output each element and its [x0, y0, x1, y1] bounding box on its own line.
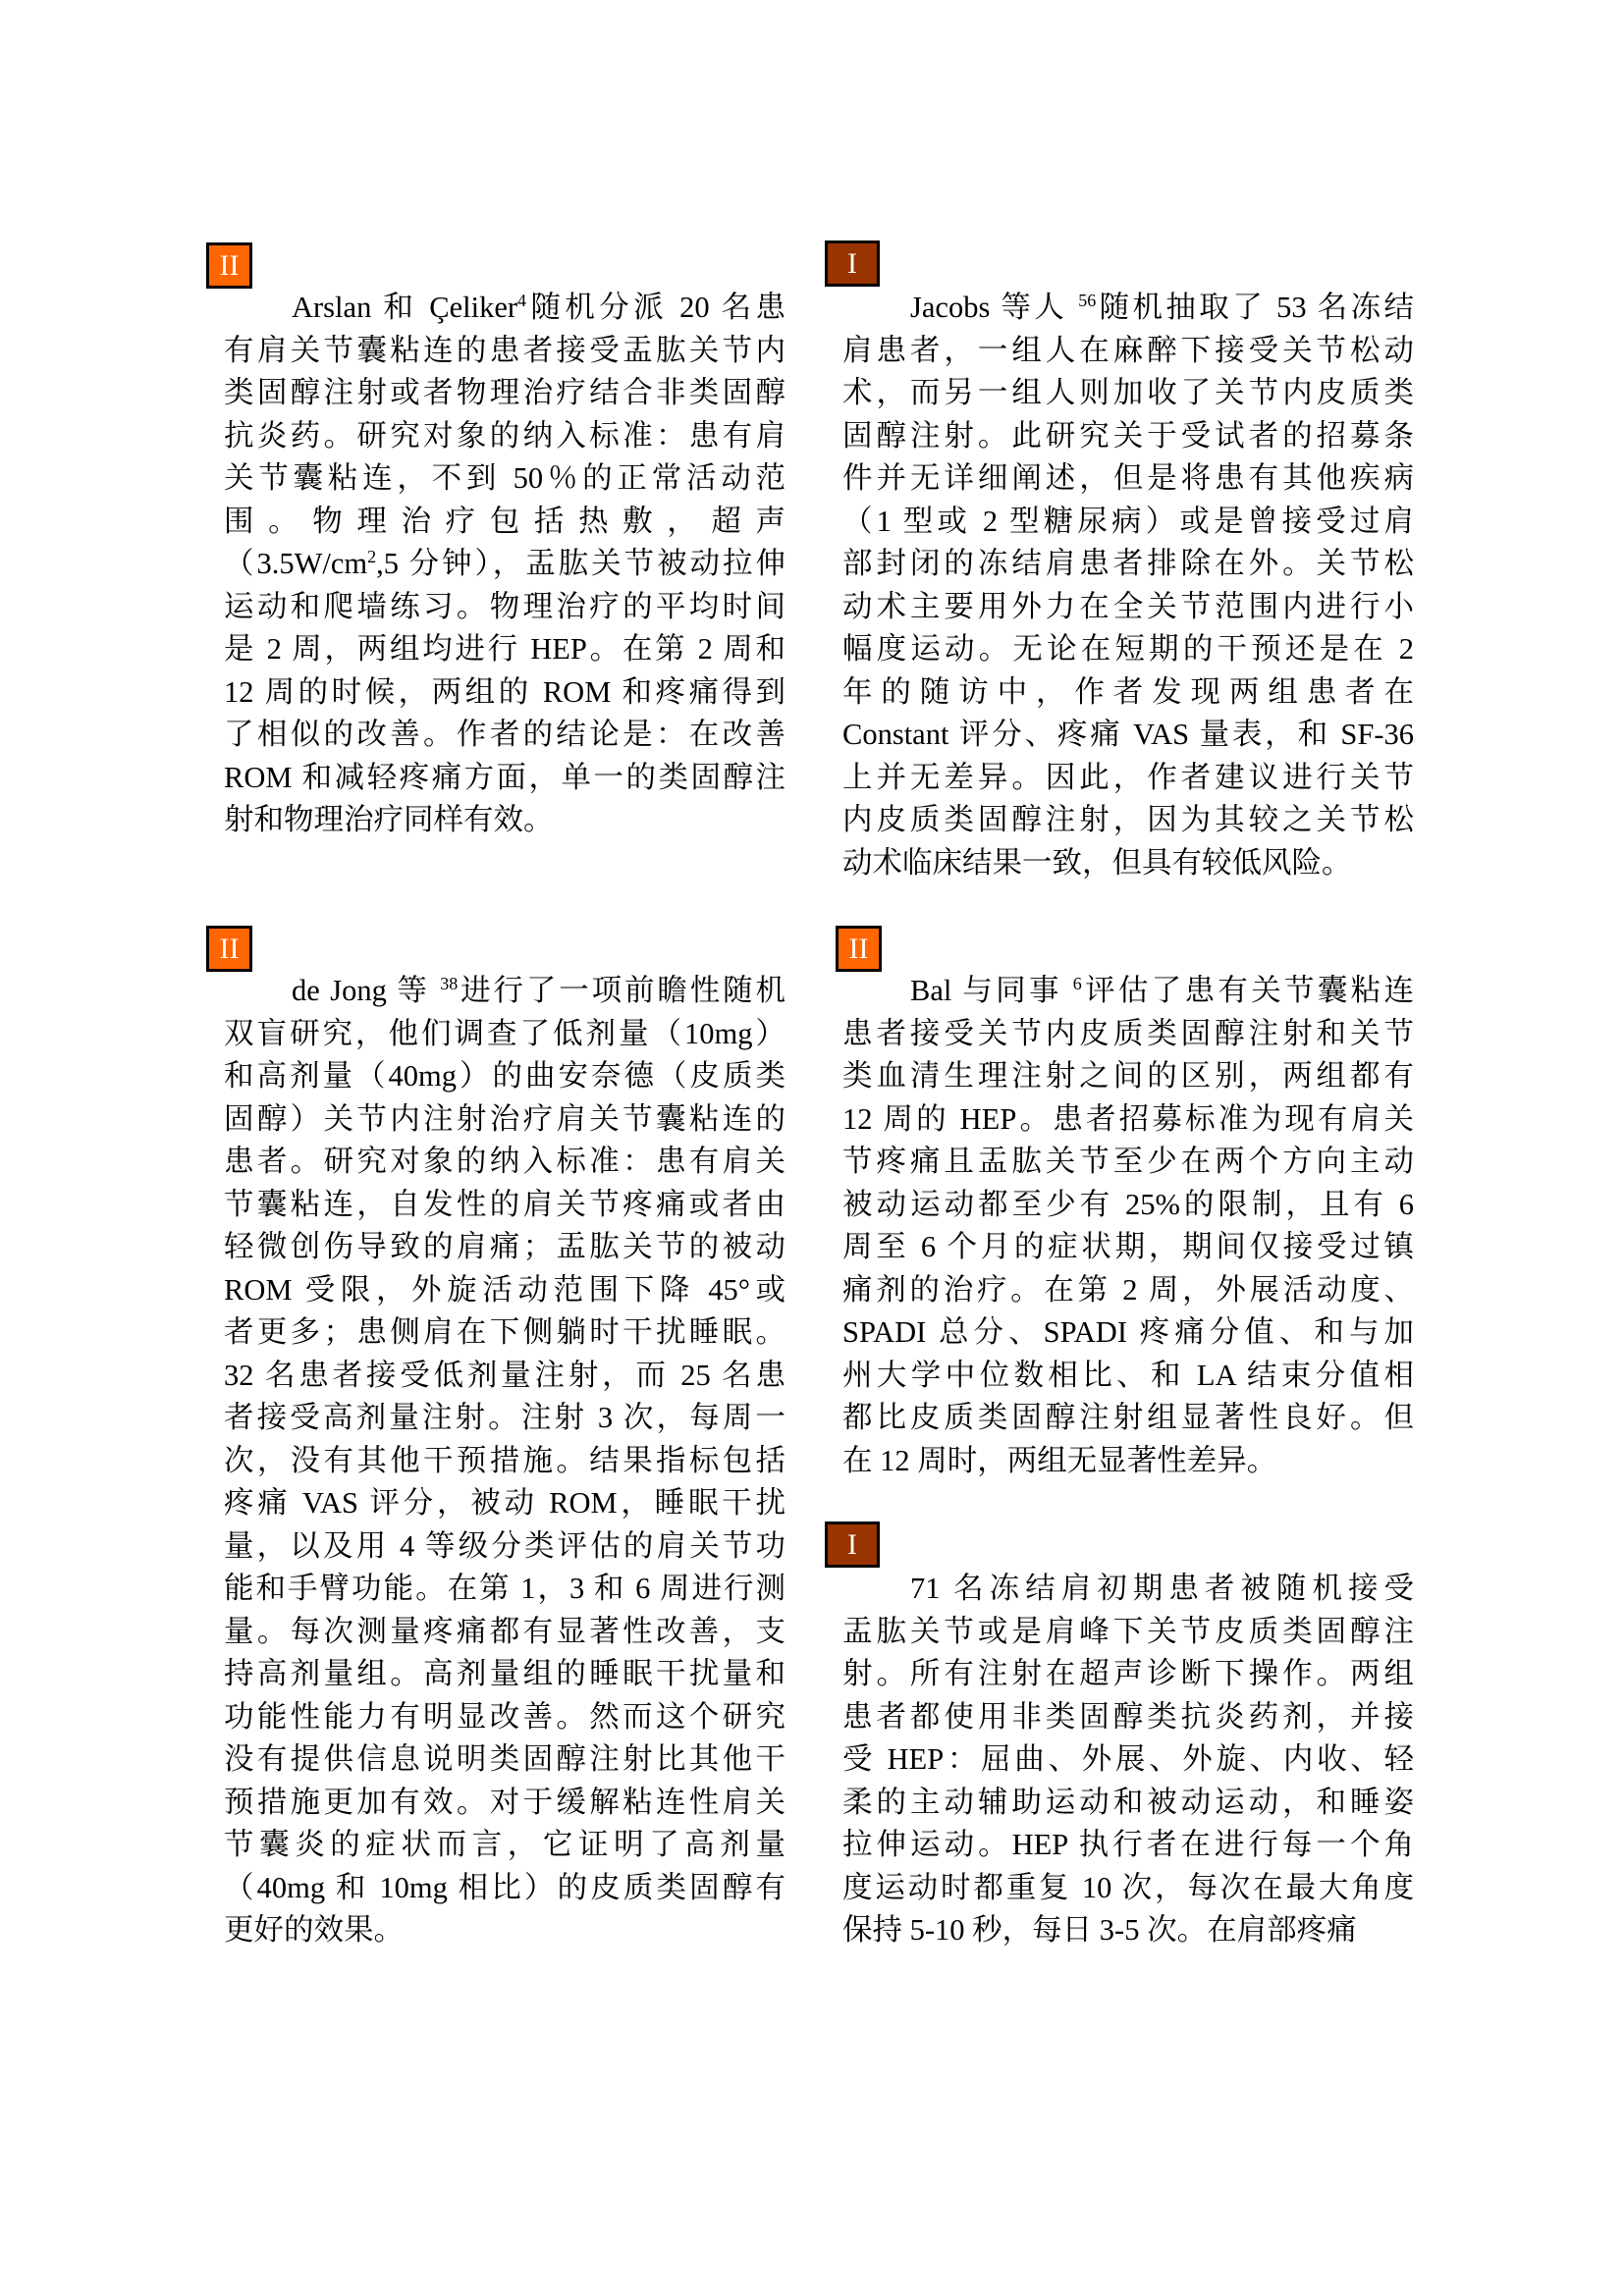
text-line — [842, 1226, 1414, 1269]
text-run: 围。物理治疗包括热敷，超声 — [224, 504, 785, 538]
text-line — [224, 1397, 785, 1440]
text-line — [842, 1867, 1414, 1910]
text-run: 运动和爬墙练习。物理治疗的平均时间 — [224, 589, 785, 623]
text-line — [842, 1653, 1414, 1696]
text-line — [842, 628, 1414, 671]
text-line — [842, 1782, 1414, 1825]
text-run: de Jong 等 — [292, 974, 441, 1007]
text-run: 度运动时都重复 10 次，每次在最大角度 — [842, 1870, 1414, 1904]
text-line — [224, 970, 785, 1013]
text-run: 随机抽取了 53 名冻结 — [1096, 291, 1414, 324]
text-line — [842, 586, 1414, 629]
text-run: 柔的主动辅助运动和被动运动，和睡姿 — [842, 1785, 1414, 1819]
text-run: 12 周的时候，两组的 ROM 和疼痛得到 — [224, 674, 785, 709]
text-line — [224, 1568, 785, 1611]
text-line — [842, 1568, 1414, 1611]
text-line — [842, 415, 1414, 458]
text-run: Arslan 和 Çeliker — [292, 291, 518, 324]
citation-superscript: 38 — [440, 973, 459, 993]
evidence-level-badge: I — [825, 240, 880, 287]
text-run: 痛剂的治疗。在第 2 周，外展活动度、 — [842, 1272, 1414, 1307]
text-line — [842, 1440, 1414, 1483]
text-run: 节疼痛且盂肱关节至少在两个方向主动 — [842, 1145, 1414, 1178]
text-line — [224, 1141, 785, 1184]
text-run: 次，没有其他干预措施。结果指标包括 — [224, 1443, 785, 1477]
text-line — [224, 372, 785, 415]
text-line — [224, 671, 785, 715]
study-paragraph — [224, 287, 785, 842]
text-line — [842, 1824, 1414, 1867]
text-run: 71 名冻结肩初期患者被随机接受 — [910, 1572, 1414, 1605]
text-line — [224, 757, 785, 800]
text-run: 是 2 周，两组均进行 HEP。在第 2 周和 — [224, 632, 785, 666]
text-run: 能和手臂功能。在第 1，3 和 6 周进行测 — [224, 1572, 785, 1605]
text-line — [224, 1269, 785, 1312]
text-line — [224, 1909, 785, 1952]
text-line — [842, 757, 1414, 800]
text-line — [224, 543, 785, 586]
text-run: 32 名患者接受低剂量注射，而 25 名患 — [224, 1358, 785, 1392]
text-line — [224, 799, 785, 842]
text-run: 保持 5-10 秒，每日 3-5 次。在肩部疼痛 — [842, 1913, 1357, 1947]
text-line — [224, 1440, 785, 1483]
text-run: 关节囊粘连，不到 50％的正常活动范 — [224, 461, 785, 495]
text-line — [842, 799, 1414, 842]
text-run: Bal 与同事 — [910, 974, 1073, 1007]
text-line — [224, 1482, 785, 1525]
study-paragraph — [224, 970, 785, 1952]
text-run: 评估了患有关节囊粘连 — [1081, 974, 1415, 1007]
text-run: 双盲研究，他们调查了低剂量（10mg） — [224, 1016, 785, 1050]
text-run: 量，以及用 4 等级分类评估的肩关节功 — [224, 1528, 785, 1563]
text-line — [224, 1696, 785, 1739]
text-run: 部封闭的冻结肩患者排除在外。关节松 — [842, 547, 1414, 580]
text-line — [224, 1824, 785, 1867]
text-run: 和高剂量（40mg）的曲安奈德（皮质类 — [224, 1059, 785, 1093]
text-run: 州大学中位数相比、和 LA 结束分值相 — [842, 1358, 1414, 1392]
text-run: Jacobs 等人 — [910, 291, 1079, 324]
evidence-level-badge: II — [206, 926, 252, 972]
text-run: 随机分派 20 名患 — [526, 291, 786, 324]
text-run: 动术临床结果一致，但具有较低风险。 — [842, 845, 1352, 880]
text-run: 固醇注射。此研究关于受试者的招募条 — [842, 418, 1414, 453]
evidence-level-badge: I — [825, 1522, 880, 1568]
text-run: 预措施更加有效。对于缓解粘连性肩关 — [224, 1785, 785, 1819]
text-run: 患者。研究对象的纳入标准：患有肩关 — [224, 1145, 785, 1178]
text-run: SPADI 总分、SPADI 疼痛分值、和与加 — [842, 1315, 1414, 1349]
text-run: 被动运动都至少有 25%的限制，且有 6 — [842, 1187, 1414, 1221]
text-run: 者更多；患侧肩在下侧躺时干扰睡眠。 — [224, 1315, 785, 1349]
text-line — [224, 586, 785, 629]
text-run: 12 周的 HEP。患者招募标准为现有肩关 — [842, 1101, 1414, 1136]
text-run: 件并无详细阐述，但是将患有其他疾病 — [842, 461, 1414, 495]
text-line — [842, 457, 1414, 501]
text-run: Constant 评分、疼痛 VAS 量表，和 SF-36 — [842, 718, 1414, 751]
text-line — [842, 1055, 1414, 1098]
text-run: 上并无差异。因此，作者建议进行关节 — [842, 760, 1414, 794]
text-run: 没有提供信息说明类固醇注射比其他干 — [224, 1742, 785, 1776]
text-line — [842, 842, 1414, 885]
text-line — [224, 1738, 785, 1782]
text-run: 量。每次测量疼痛都有显著性改善，支 — [224, 1614, 785, 1648]
text-line — [842, 1611, 1414, 1654]
text-line — [224, 457, 785, 501]
text-run: 轻微创伤导致的肩痛；盂肱关节的被动 — [224, 1230, 785, 1263]
text-run: 了相似的改善。作者的结论是：在改善 — [224, 718, 785, 751]
text-line — [842, 287, 1414, 330]
text-run: 患者接受关节内皮质类固醇注射和关节 — [842, 1016, 1414, 1050]
text-line — [842, 714, 1414, 757]
text-line — [842, 1013, 1414, 1056]
study-paragraph — [842, 970, 1414, 1482]
text-line — [224, 1098, 785, 1142]
text-run: 肩患者，一组人在麻醉下接受关节松动 — [842, 333, 1414, 367]
text-run: 在 12 周时，两组无显著性差异。 — [842, 1443, 1277, 1477]
text-run: 内皮质类固醇注射，因为其较之关节松 — [842, 803, 1414, 836]
text-line — [224, 1611, 785, 1654]
text-line — [842, 501, 1414, 544]
text-line — [224, 1226, 785, 1269]
text-line — [224, 415, 785, 458]
text-line — [842, 1269, 1414, 1312]
text-line — [842, 1184, 1414, 1227]
citation-superscript: 4 — [517, 290, 527, 310]
text-run: （40mg 和 10mg 相比）的皮质类固醇有 — [224, 1870, 785, 1904]
text-line — [842, 372, 1414, 415]
text-line — [842, 1355, 1414, 1398]
text-line — [224, 1525, 785, 1569]
text-run: ROM 受限，外旋活动范围下降 45°或 — [224, 1272, 785, 1307]
text-run: 都比皮质类固醇注射组显著性良好。但 — [842, 1401, 1414, 1434]
text-line — [842, 1909, 1414, 1952]
text-run: 节囊炎的症状而言，它证明了高剂量 — [224, 1828, 785, 1861]
text-line — [842, 1696, 1414, 1739]
text-line — [224, 501, 785, 544]
citation-superscript: 6 — [1072, 973, 1082, 993]
text-line — [224, 1355, 785, 1398]
study-paragraph — [842, 287, 1414, 884]
text-line — [842, 330, 1414, 373]
text-line — [224, 1782, 785, 1825]
text-run: ,5 分钟），盂肱关节被动拉伸 — [376, 547, 785, 580]
text-run: 年的随访中，作者发现两组患者在 — [842, 674, 1414, 709]
citation-superscript: 2 — [367, 546, 377, 566]
text-line — [224, 287, 785, 330]
text-line — [842, 543, 1414, 586]
text-run: 术，而另一组人则加收了关节内皮质类 — [842, 376, 1414, 409]
text-run: 进行了一项前瞻性随机 — [458, 974, 785, 1007]
text-run: 者接受高剂量注射。注射 3 次，每周一 — [224, 1401, 785, 1434]
text-line — [842, 1397, 1414, 1440]
text-run: 射和物理治疗同样有效。 — [224, 803, 554, 836]
evidence-level-badge: II — [836, 926, 882, 972]
text-run: 周至 6 个月的症状期，期间仅接受过镇 — [842, 1230, 1414, 1263]
text-run: 类固醇注射或者物理治疗结合非类固醇 — [224, 376, 785, 409]
text-run: 幅度运动。无论在短期的干预还是在 2 — [842, 632, 1414, 666]
text-line — [224, 1184, 785, 1227]
citation-superscript: 56 — [1078, 290, 1097, 310]
text-run: 盂肱关节或是肩峰下关节皮质类固醇注 — [842, 1614, 1414, 1648]
text-line — [842, 1098, 1414, 1142]
text-line — [224, 1055, 785, 1098]
text-run: 抗炎药。研究对象的纳入标准：患有肩 — [224, 418, 785, 453]
text-run: 节囊粘连，自发性的肩关节疼痛或者由 — [224, 1187, 785, 1221]
text-line — [842, 1141, 1414, 1184]
text-line — [842, 970, 1414, 1013]
text-run: 拉伸运动。HEP 执行者在进行每一个角 — [842, 1828, 1414, 1861]
text-run: 更好的效果。 — [224, 1913, 404, 1947]
text-run: （3.5W/cm — [224, 547, 368, 580]
text-run: 动术主要用外力在全关节范围内进行小 — [842, 589, 1414, 623]
text-line — [224, 714, 785, 757]
text-run: 功能性能力有明显改善。然而这个研究 — [224, 1699, 785, 1734]
text-line — [224, 330, 785, 373]
text-run: 疼痛 VAS 评分，被动 ROM，睡眠干扰 — [224, 1486, 785, 1520]
text-run: 类血清生理注射之间的区别，两组都有 — [842, 1059, 1414, 1093]
study-paragraph — [842, 1568, 1414, 1952]
text-line — [224, 1653, 785, 1696]
text-run: 患者都使用非类固醇类抗炎药剂，并接 — [842, 1699, 1414, 1734]
text-run: 固醇）关节内注射治疗肩关节囊粘连的 — [224, 1101, 785, 1136]
evidence-level-badge: II — [206, 242, 252, 289]
text-run: ROM 和减轻疼痛方面，单一的类固醇注 — [224, 760, 785, 794]
text-run: （1 型或 2 型糖尿病）或是曾接受过肩 — [842, 504, 1414, 538]
text-line — [224, 1013, 785, 1056]
text-run: 持高剂量组。高剂量组的睡眠干扰量和 — [224, 1657, 785, 1690]
text-run: 有肩关节囊粘连的患者接受盂肱关节内 — [224, 333, 785, 367]
text-line — [224, 1867, 785, 1910]
text-line — [842, 1311, 1414, 1355]
text-line — [224, 628, 785, 671]
text-run: 射。所有注射在超声诊断下操作。两组 — [842, 1657, 1414, 1690]
text-line — [842, 1738, 1414, 1782]
text-run: 受 HEP：屈曲、外展、外旋、内收、轻 — [842, 1742, 1414, 1776]
text-line — [842, 671, 1414, 715]
text-line — [224, 1311, 785, 1355]
